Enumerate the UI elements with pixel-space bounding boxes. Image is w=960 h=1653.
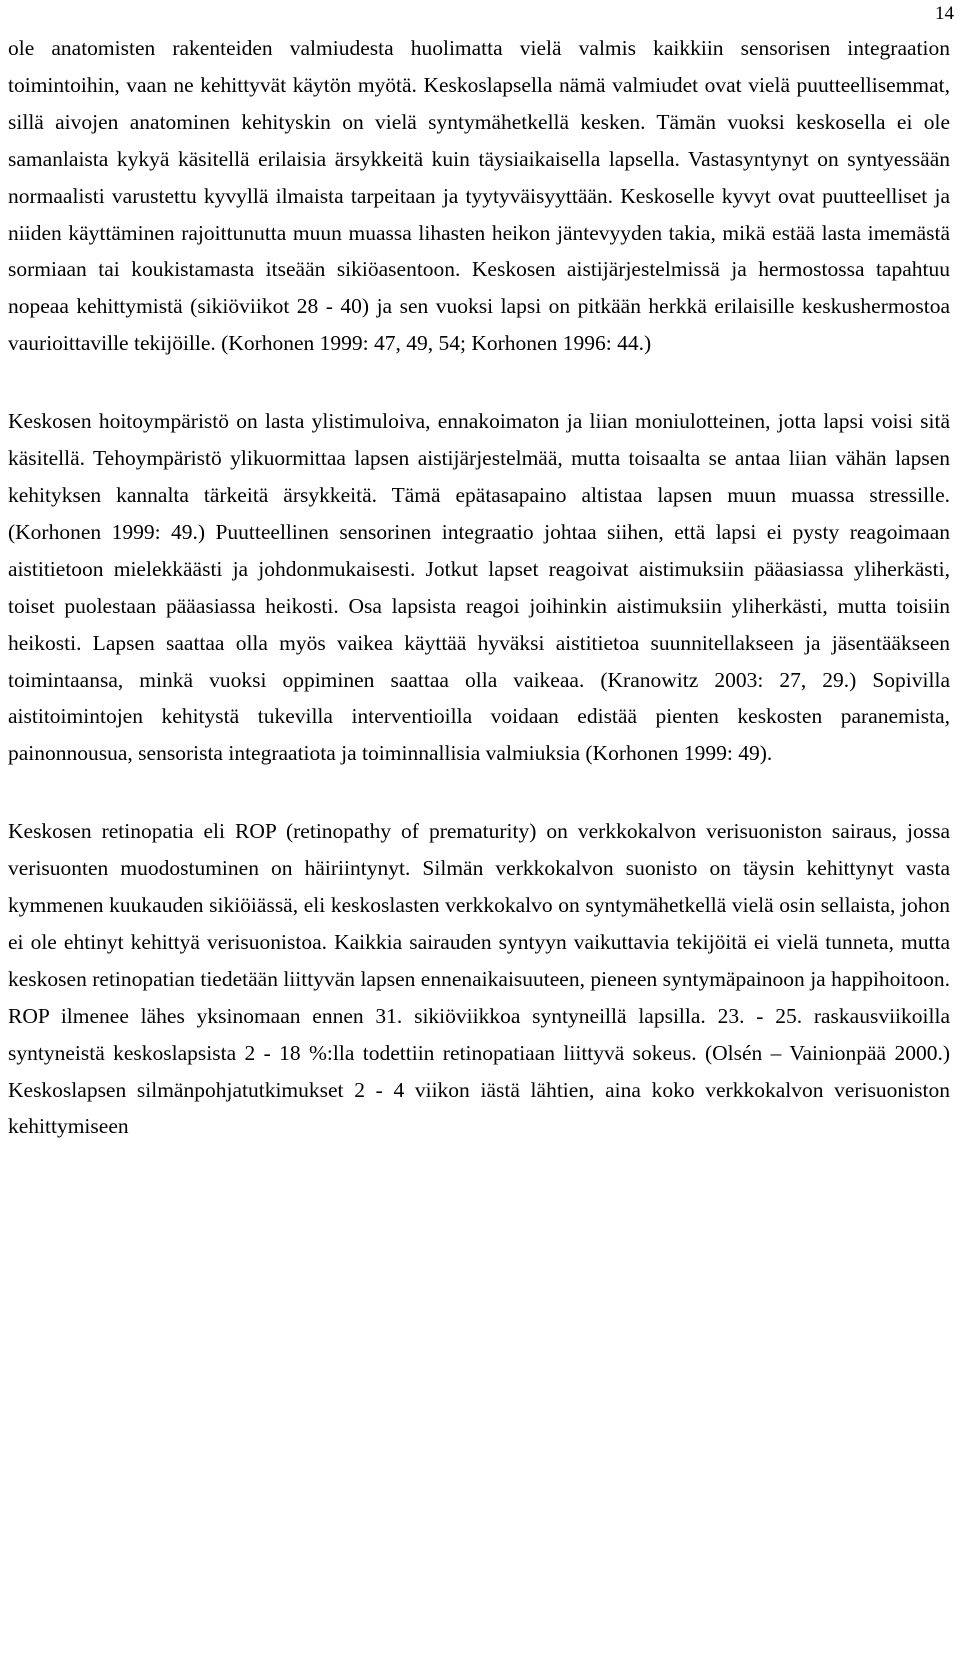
page-number: 14 [935, 3, 954, 24]
paragraph-spacer [8, 772, 950, 813]
body-paragraph: ole anatomisten rakenteiden valmiudesta huolimatta vielä valmis kaikkiin sensorisen integraation toimintoihin, vaan ne kehittyvät käytön myötä. Keskoslapsella nämä valmiudet ovat vielä puutteellisemmat, sillä aivojen anatominen kehityskin on vielä syntymähetkellä kesken. Tämän vuoksi keskosella ei ole samanlaista kykyä käsitellä erilaisia ärsykkeitä kuin täysiaikaisella lapsella. Vastasyntynyt on syntyessään normaalisti varustettu kyvyllä ilmaista tarpeitaan ja tyytyväisyyttään. Keskoselle kyvyt ovat puutteelliset ja niiden käyttäminen rajoittunutta muun muassa lihasten heikon jäntevyyden takia, mikä estää lasta imemästä sormiaan tai koukistamasta itseään sikiöasentoon. Keskosen aistijärjestelmissä ja hermostossa tapahtuu nopeaa kehittymistä (sikiöviikot 28 - 40) ja sen vuoksi lapsi on pitkään herkkä erilaisille keskushermostoa vaurioittaville tekijöille. (Korhonen 1999: 47, 49, 54; Korhonen 1996: 44.) [8, 36, 950, 356]
document-body [8, 30, 950, 1145]
paragraph-spacer [8, 362, 950, 403]
body-paragraph: Keskosen hoitoympäristö on lasta ylistimuloiva, ennakoimaton ja liian moniulotteinen, jotta lapsi voisi sitä käsitellä. Tehoympäristö ylikuormittaa lapsen aistijärjestelmää, mutta toisaalta se antaa liian vähän lapsen kehityksen kannalta tärkeitä ärsykkeitä. Tämä epätasapaino altistaa lapsen muun muassa stressille. (Korhonen 1999: 49.) Puutteellinen sensorinen integraatio johtaa siihen, että lapsi ei pysty reagoimaan aistitietoon mielekkäästi ja johdonmukaisesti. Jotkut lapset reagoivat aistimuksiin pääasiassa yliherkästi, toiset puolestaan pääasiassa heikosti. Osa lapsista reagoi joihinkin aistimuksiin yliherkästi, mutta toisiin heikosti. Lapsen saattaa olla myös vaikea käyttää hyväksi aistitietoa suunnitellakseen ja jäsentääkseen toimintaansa, minkä vuoksi oppiminen saattaa olla vaikeaa. (Kranowitz 2003: 27, 29.) Sopivilla aistitoimintojen kehitystä tukevilla interventioilla voidaan edistää pienten keskosten paranemista, painonnousua, sensorista integraatiota ja toiminnallisia valmiuksia (Korhonen 1999: 49). [8, 409, 950, 766]
body-paragraph: Keskosen retinopatia eli ROP (retinopathy of prematurity) on verkkokalvon verisuoniston sairaus, jossa verisuonten muodostuminen on häiriintynyt. Silmän verkkokalvon suonisto on täysin kehittynyt vasta kymmenen kuukauden sikiöiässä, eli keskoslasten verkkokalvo on syntymähetkellä vielä osin sellaista, johon ei ole ehtinyt kehittyä verisuonistoa. Kaikkia sairauden syntyyn vaikuttavia tekijöitä ei vielä tunneta, mutta keskosen retinopatian tiedetään liittyvän lapsen ennenaikaisuuteen, pieneen syntymäpainoon ja happihoitoon. ROP ilmenee lähes yksinomaan ennen 31. sikiöviikkoa syntyneillä lapsilla. 23. - 25. raskausviikoilla syntyneistä keskoslapsista 2 - 18 %:lla todettiin retinopatiaan liittyvä sokeus. (Olsén – Vainionpää 2000.) Keskoslapsen silmänpohjatutkimukset 2 - 4 viikon iästä lähtien, aina koko verkkokalvon verisuoniston kehittymiseen [8, 819, 950, 1139]
